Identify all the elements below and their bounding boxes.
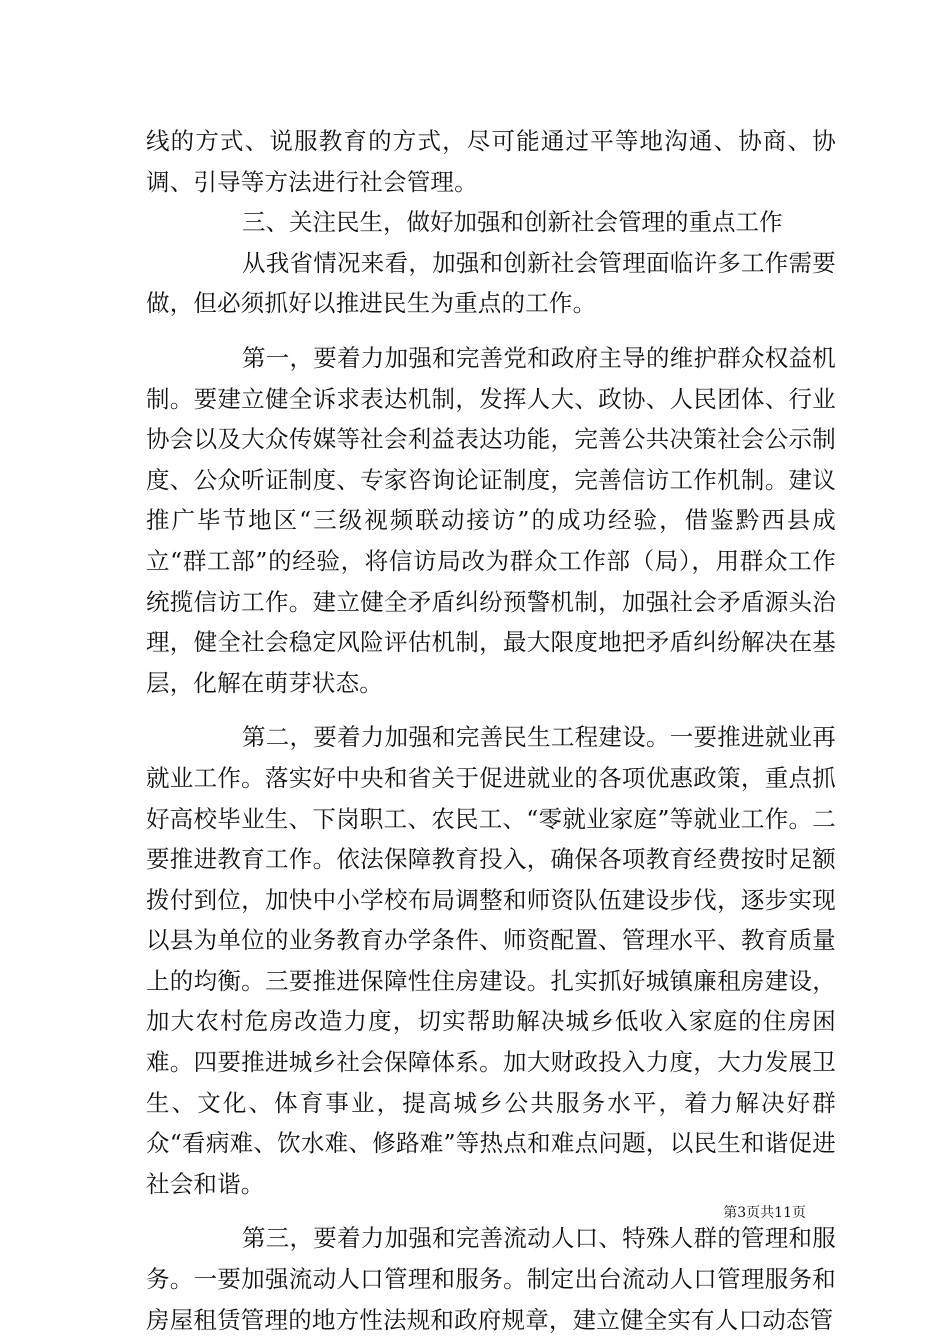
paragraph-intro: 从我省情况来看，加强和创新社会管理面临许多工作需要做，但必须抓好以推进民生为重点的工作。 xyxy=(146,248,836,318)
document-body xyxy=(146,121,836,1340)
section-heading: 三、关注民生，做好加强和创新社会管理的重点工作 xyxy=(242,208,783,237)
paragraph-third: 第三，要着力加强和完善流动人口、特殊人群的管理和服务。一要加强流动人口管理和服务。制定出台流动人口管理服务和房屋租赁管理的地方性法规和政府规章，建立健全实有人口动态管 xyxy=(146,1224,836,1334)
page-number-footer: 第3页共11页 xyxy=(723,1205,806,1221)
paragraph-continuation: 线的方式、说服教育的方式，尽可能通过平等地沟通、协商、协调、引导等方法进行社会管理。 xyxy=(146,127,836,196)
paragraph-second: 第二，要着力加强和完善民生工程建设。一要推进就业再就业工作。落实好中央和省关于促进就业的各项优惠政策，重点抓好高校毕业生、下岗职工、农民工、“零就业家庭”等就业工作。二要推进教育工作。依法保障教育投入，确保各项教育经费按时足额拨付到位，加快中小学校布局调整和师资队伍建设步伐，逐步实现以县为单位的业务教育办学条件、师资配置、管理水平、教育质量上的均衡。三要推进保障性住房建设。扎实抓好城镇廉租房建设，加大农村危房改造力度，切实帮助解决城乡低收入家庭的住房困难。四要推进城乡社会保障体系。加大财政投入力度，大力发展卫生、文化、体育事业，提高城乡公共服务水平，着力解决好群众“看病难、饮水难、修路难”等热点和难点问题，以民生和谐促进社会和谐。 xyxy=(146,723,836,1198)
paragraph-first: 第一，要着力加强和完善党和政府主导的维护群众权益机制。要建立健全诉求表达机制，发挥人大、政协、人民团体、行业协会以及大众传媒等社会利益表达功能，完善公共决策社会公示制度、公众听证制度、专家咨询论证制度，完善信访工作机制。建议推广毕节地区“三级视频联动接访”的成功经验，借鉴黔西县成立“群工部”的经验，将信访局改为群众工作部（局），用群众工作统揽信访工作。建立健全矛盾纠纷预警机制，加强社会矛盾源头治理，健全社会稳定风险评估机制，最大限度地把矛盾纠纷解决在基层，化解在萌芽状态。 xyxy=(146,343,836,697)
